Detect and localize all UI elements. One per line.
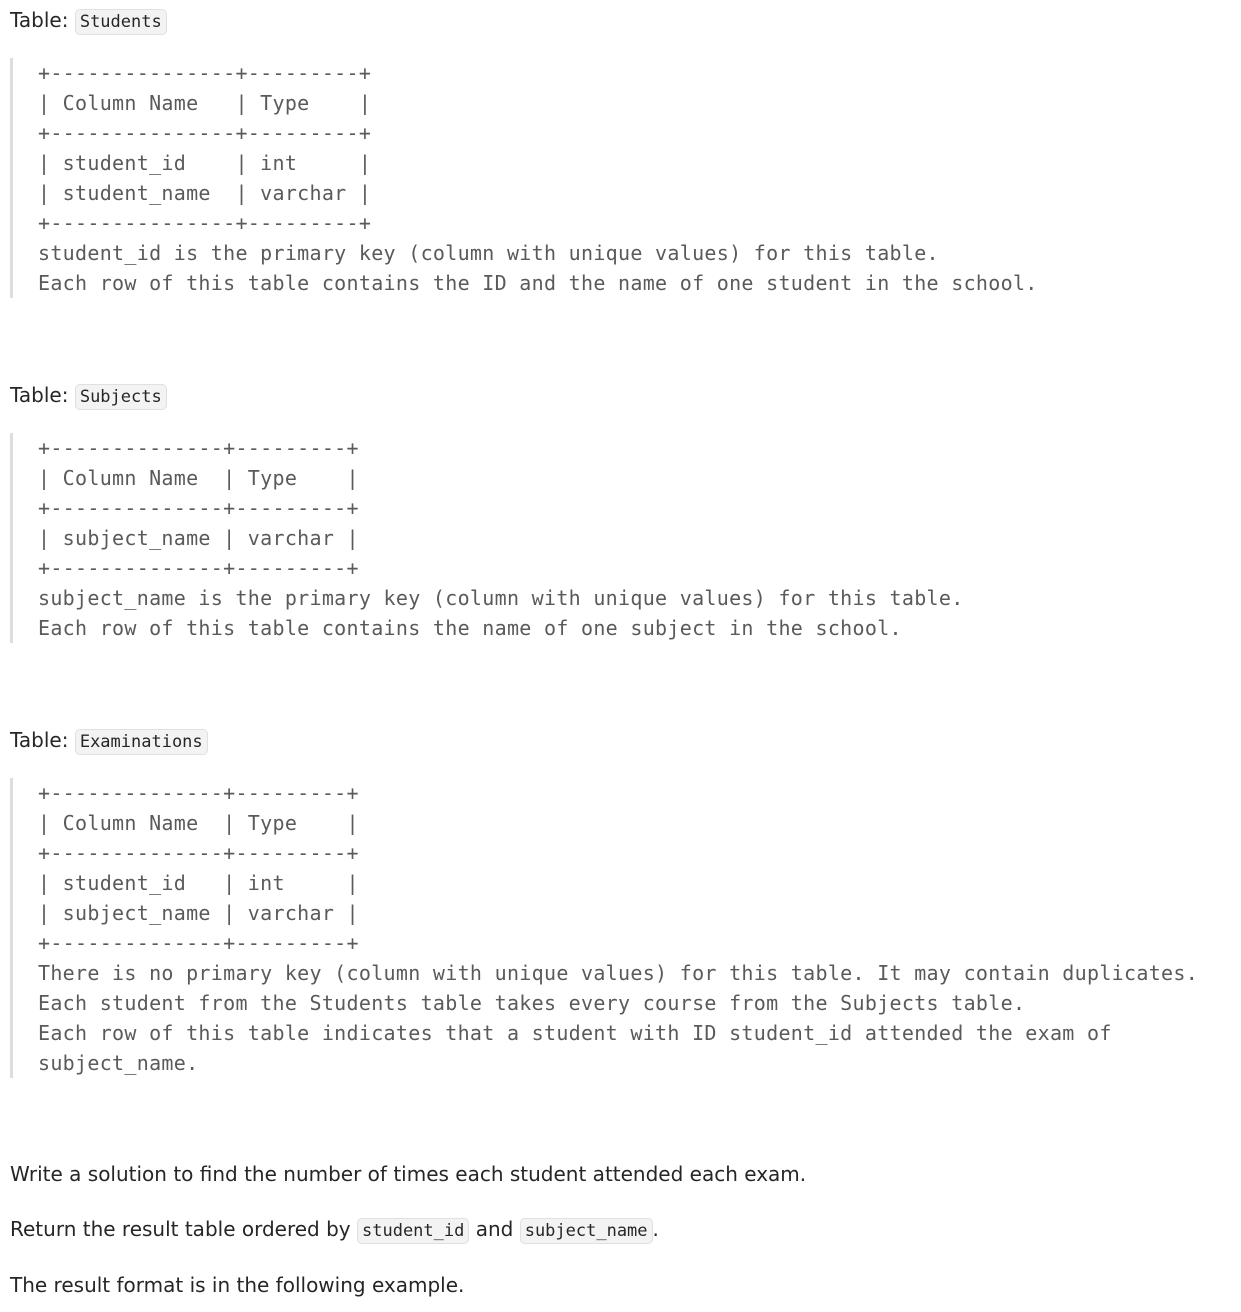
schema-note: There is no primary key (column with unique values) for this table. It may contain duplicates.: [38, 961, 1199, 985]
schema-line: | Column Name | Type |: [38, 91, 372, 115]
schema-line: | student_id | int |: [38, 151, 372, 175]
schema-line: +--------------+---------+: [38, 556, 359, 580]
ordering-instruction: [10, 1215, 659, 1245]
problem-statement: Write a solution to find the number of times each student attended each exam.: [10, 1162, 807, 1186]
ordering-prefix: Return the result table ordered by: [10, 1217, 357, 1241]
students-schema-block: [10, 58, 1038, 298]
schema-line: | student_name | varchar |: [38, 181, 372, 205]
format-note: The result format is in the following example.: [10, 1273, 465, 1297]
schema-line: | Column Name | Type |: [38, 811, 359, 835]
students-schema-lines: [38, 58, 1038, 298]
schema-note: Each row of this table indicates that a student with ID student_id attended the exam of: [38, 1021, 1112, 1045]
ordering-and: and: [469, 1217, 520, 1241]
schema-line: +---------------+---------+: [38, 121, 372, 145]
schema-line: +--------------+---------+: [38, 496, 359, 520]
subjects-table-label: [10, 381, 167, 411]
schema-note: subject_name is the primary key (column with unique values) for this table.: [38, 586, 964, 610]
schema-line: +--------------+---------+: [38, 841, 359, 865]
order-column-student-id: student_id: [357, 1218, 469, 1244]
schema-line: +---------------+---------+: [38, 211, 372, 235]
schema-line: | student_id | int |: [38, 871, 359, 895]
examinations-table-name: Examinations: [75, 729, 208, 755]
schema-line: +--------------+---------+: [38, 931, 359, 955]
schema-line: +--------------+---------+: [38, 781, 359, 805]
table-label-prefix: Table:: [10, 383, 75, 407]
examinations-schema-block: [10, 778, 1198, 1078]
schema-line: | subject_name | varchar |: [38, 901, 359, 925]
schema-line: +---------------+---------+: [38, 61, 372, 85]
schema-note: Each row of this table contains the name of one subject in the school.: [38, 616, 902, 640]
ordering-suffix: .: [652, 1217, 659, 1241]
schema-line: | Column Name | Type |: [38, 466, 359, 490]
table-label-prefix: Table:: [10, 8, 75, 32]
schema-line: | subject_name | varchar |: [38, 526, 359, 550]
subjects-schema-block: [10, 433, 964, 643]
table-label-prefix: Table:: [10, 728, 75, 752]
examinations-table-label: [10, 726, 208, 756]
subjects-schema-lines: [38, 433, 964, 643]
schema-note: Each row of this table contains the ID and the name of one student in the school.: [38, 271, 1038, 295]
subjects-table-name: Subjects: [75, 384, 167, 410]
schema-note: student_id is the primary key (column with unique values) for this table.: [38, 241, 939, 265]
examinations-schema-lines: [38, 778, 1198, 1078]
schema-line: +--------------+---------+: [38, 436, 359, 460]
schema-note: Each student from the Students table takes every course from the Subjects table.: [38, 991, 1026, 1015]
order-column-subject-name: subject_name: [520, 1218, 653, 1244]
students-table-label: [10, 6, 167, 36]
schema-note: subject_name.: [38, 1051, 199, 1075]
students-table-name: Students: [75, 9, 167, 35]
